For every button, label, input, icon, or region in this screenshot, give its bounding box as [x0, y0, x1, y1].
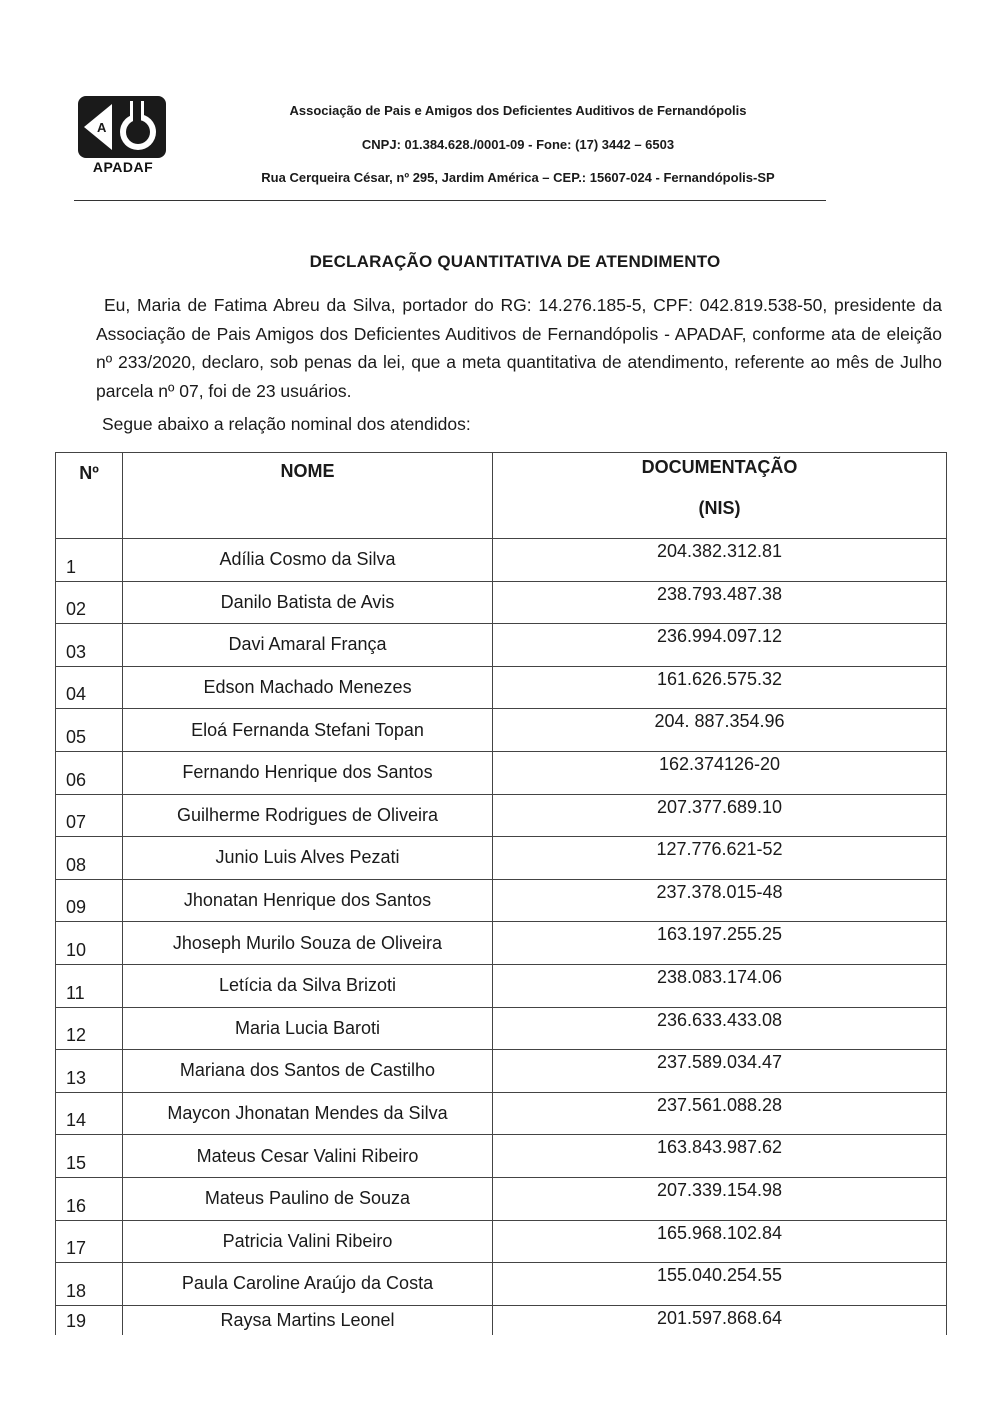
row-nis: 207.339.154.98	[493, 1177, 947, 1220]
row-number: 04	[56, 666, 123, 709]
table-row	[56, 1177, 947, 1220]
row-nis: 155.040.254.55	[493, 1263, 947, 1306]
row-nis: 201.597.868.64	[493, 1305, 947, 1335]
row-nis: 238.793.487.38	[493, 581, 947, 624]
row-nis: 238.083.174.06	[493, 964, 947, 1007]
table-row	[56, 794, 947, 837]
table-row	[56, 751, 947, 794]
row-number: 18	[56, 1263, 123, 1306]
row-name: Mateus Cesar Valini Ribeiro	[123, 1135, 493, 1178]
declaration-paragraph: Eu, Maria de Fatima Abreu da Silva, portador do RG: 14.276.185-5, CPF: 042.819.538-50, presidente da Associação de Pais Amigos dos Deficientes Auditivos de Fernandópolis - APADAF, conforme ata de eleição nº 233/2020, declaro, sob penas da lei, que a meta quantitativa de atendimento, referente ao mês de Julho parcela nº 07, foi de 23 usuários.	[96, 295, 942, 401]
svg-text:A: A	[97, 120, 107, 135]
row-name: Jhoseph Murilo Souza de Oliveira	[123, 922, 493, 965]
row-number: 15	[56, 1135, 123, 1178]
org-cnpj-phone: CNPJ: 01.384.628./0001-09 - Fone: (17) 3442 – 6503	[361, 137, 675, 152]
row-number: 1	[56, 539, 123, 582]
row-number: 11	[56, 964, 123, 1007]
attendees-table	[55, 452, 947, 1335]
row-nis: 162.374126-20	[493, 751, 947, 794]
row-number: 02	[56, 581, 123, 624]
row-name: Letícia da Silva Brizoti	[123, 964, 493, 1007]
row-name: Paula Caroline Araújo da Costa	[123, 1263, 493, 1306]
row-number: 09	[56, 879, 123, 922]
row-nis: 207.377.689.10	[493, 794, 947, 837]
org-name: Associação de Pais e Amigos dos Deficientes Auditivos de Fernandópolis	[289, 103, 747, 118]
row-nis: 165.968.102.84	[493, 1220, 947, 1263]
row-nis: 204. 887.354.96	[493, 709, 947, 752]
row-nis: 127.776.621-52	[493, 837, 947, 880]
table-row	[56, 837, 947, 880]
table-row	[56, 1007, 947, 1050]
row-name: Guilherme Rodrigues de Oliveira	[123, 794, 493, 837]
ear-logo-icon	[78, 96, 166, 158]
header-divider	[74, 200, 826, 201]
table-row	[56, 1220, 947, 1263]
row-number: 08	[56, 837, 123, 880]
row-nis: 161.626.575.32	[493, 666, 947, 709]
list-intro: Segue abaixo a relação nominal dos atendidos:	[102, 414, 471, 434]
row-name: Eloá Fernanda Stefani Topan	[123, 709, 493, 752]
row-number: 03	[56, 624, 123, 667]
row-name: Jhonatan Henrique dos Santos	[123, 879, 493, 922]
row-name: Maycon Jhonatan Mendes da Silva	[123, 1092, 493, 1135]
table-row	[56, 922, 947, 965]
table-body	[56, 539, 947, 1336]
table-row	[56, 879, 947, 922]
row-name: Junio Luis Alves Pezati	[123, 837, 493, 880]
row-number: 10	[56, 922, 123, 965]
table-row	[56, 1092, 947, 1135]
row-number: 06	[56, 751, 123, 794]
row-name: Patricia Valini Ribeiro	[123, 1220, 493, 1263]
table-row	[56, 539, 947, 582]
row-name: Mariana dos Santos de Castilho	[123, 1050, 493, 1093]
row-name: Maria Lucia Baroti	[123, 1007, 493, 1050]
row-number: 16	[56, 1177, 123, 1220]
row-nis: 236.994.097.12	[493, 624, 947, 667]
row-number: 12	[56, 1007, 123, 1050]
header-documentation	[493, 453, 947, 539]
row-number: 07	[56, 794, 123, 837]
row-nis: 204.382.312.81	[493, 539, 947, 582]
row-name: Danilo Batista de Avis	[123, 581, 493, 624]
row-number: 13	[56, 1050, 123, 1093]
row-nis: 237.561.088.28	[493, 1092, 947, 1135]
row-name: Adília Cosmo da Silva	[123, 539, 493, 582]
row-nis: 237.589.034.47	[493, 1050, 947, 1093]
row-name: Mateus Paulino de Souza	[123, 1177, 493, 1220]
row-name: Edson Machado Menezes	[123, 666, 493, 709]
table-row	[56, 1305, 947, 1335]
row-nis: 163.197.255.25	[493, 922, 947, 965]
table-row	[56, 1135, 947, 1178]
row-number: 14	[56, 1092, 123, 1135]
document-title: DECLARAÇÃO QUANTITATIVA DE ATENDIMENTO	[309, 252, 721, 271]
row-number: 17	[56, 1220, 123, 1263]
table-row	[56, 581, 947, 624]
header-documentation-sub: (NIS)	[698, 498, 741, 518]
row-nis: 237.378.015-48	[493, 879, 947, 922]
row-name: Davi Amaral França	[123, 624, 493, 667]
row-number: 19	[56, 1305, 123, 1335]
row-name: Raysa Martins Leonel	[123, 1305, 493, 1335]
row-nis: 163.843.987.62	[493, 1135, 947, 1178]
header-number: Nº	[56, 453, 123, 539]
table-row	[56, 624, 947, 667]
row-name: Fernando Henrique dos Santos	[123, 751, 493, 794]
header-name: NOME	[123, 453, 493, 539]
table-row	[56, 1263, 947, 1306]
table-header-row	[56, 453, 947, 539]
table-row	[56, 666, 947, 709]
table-row	[56, 964, 947, 1007]
header-documentation-label: DOCUMENTAÇÃO	[641, 457, 798, 477]
table-row	[56, 1050, 947, 1093]
logo-text: APADAF	[92, 159, 154, 175]
apadaf-logo	[78, 96, 168, 178]
row-number: 05	[56, 709, 123, 752]
org-address: Rua Cerqueira César, nº 295, Jardim América – CEP.: 15607-024 - Fernandópolis-SP	[261, 170, 775, 185]
table-row	[56, 709, 947, 752]
row-nis: 236.633.433.08	[493, 1007, 947, 1050]
